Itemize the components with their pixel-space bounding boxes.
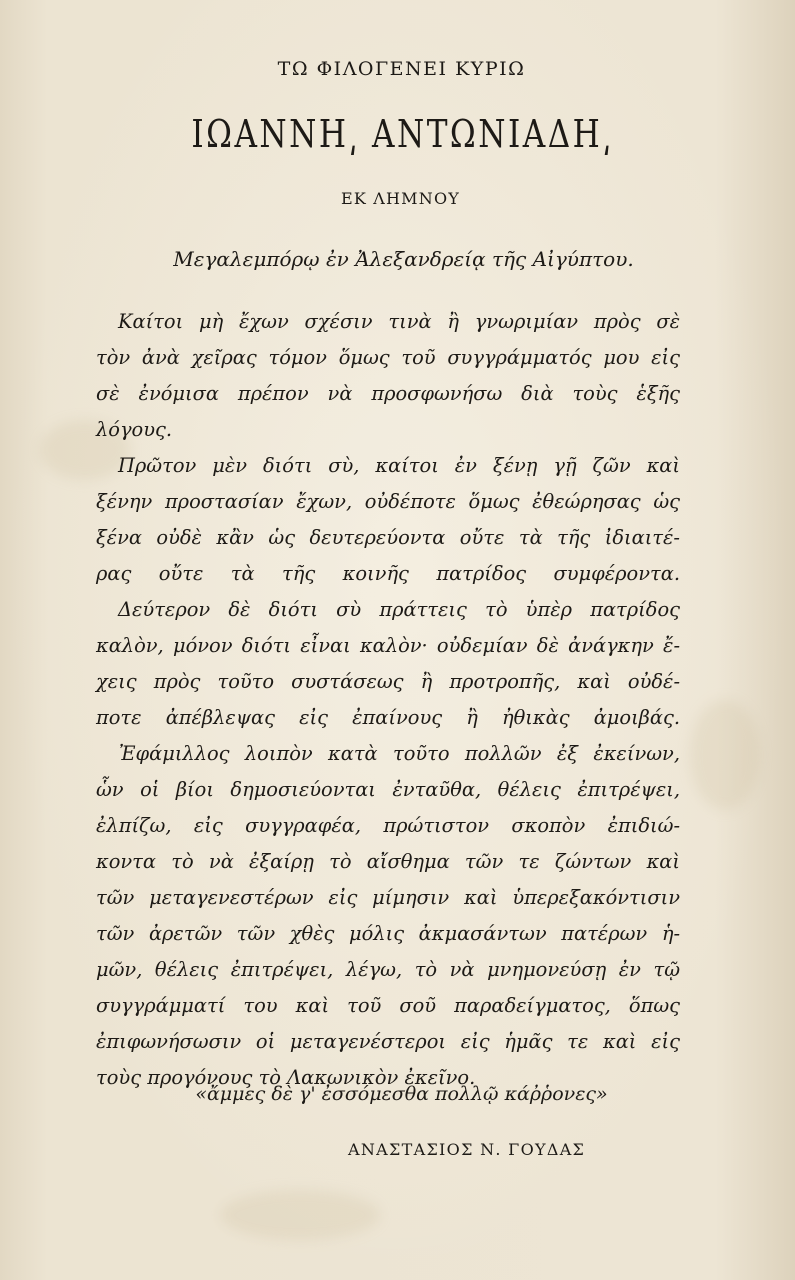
- body-line: τῶν ἀρετῶν τῶν χθὲς μόλις ἀκμασάντων πατέρων ἡ-: [96, 922, 680, 945]
- body-line: συγγράμματί του καὶ τοῦ σοῦ παραδείγματος, ὅπως: [96, 994, 680, 1017]
- body-line: Πρῶτον μὲν διότι σὺ, καίτοι ἐν ξένῃ γῇ ζῶν καὶ: [118, 454, 680, 477]
- closing-quote: «ἄμμες δὲ γ' ἐσσόμεσθα πολλῷ κάῤῥονες»: [195, 1083, 608, 1105]
- body-line: ποτε ἀπέβλεψας εἰς ἐπαίνους ἢ ἠθικὰς ἀμοιβάς.: [96, 706, 680, 729]
- body-line: μῶν, θέλεις ἐπιτρέψει, λέγω, τὸ νὰ μνημονεύσῃ ἐν τῷ: [96, 958, 680, 981]
- body-line: τοὺς προγόνους τὸ Λακωνικὸν ἐκεῖνο.: [96, 1066, 476, 1089]
- body-line: Ἐφάμιλλος λοιπὸν κατὰ τοῦτο πολλῶν ἐξ ἐκείνων,: [119, 742, 680, 765]
- body-line: ἐλπίζω, εἰς συγγραφέα, πρώτιστον σκοπὸν ἐπιδιώ-: [96, 814, 680, 837]
- body-line: κοντα τὸ νὰ ἐξαίρῃ τὸ αἴσθημα τῶν τε ζώντων καὶ: [96, 850, 680, 873]
- body-line: τῶν μεταγενεστέρων εἰς μίμησιν καὶ ὑπερεξακόντισιν: [96, 886, 680, 909]
- body-line: Δεύτερον δὲ διότι σὺ πράττεις τὸ ὑπὲρ πατρίδος: [118, 598, 680, 621]
- dedicatee-name: ΙΩΑΝΝΗ͵ ΑΝΤΩΝΙΑΔΗ͵: [191, 112, 614, 156]
- dedication-line: ΤΩ ΦΙΛΟΓΕΝΕΙ ΚΥΡΙΩ: [277, 58, 526, 80]
- dedication-body: [96, 304, 680, 1096]
- body-line: σὲ ἐνόμισα πρέπον νὰ προσφωνήσω διὰ τοὺς ἑξῆς: [96, 382, 680, 405]
- body-line: ξένην προστασίαν ἔχων, οὐδέποτε ὅμως ἐθεώρησας ὡς: [96, 490, 680, 513]
- paper-stain: [690, 700, 760, 810]
- body-line: ρας οὔτε τὰ τῆς κοινῆς πατρίδος συμφέροντα.: [96, 562, 680, 585]
- paper-stain: [220, 1190, 380, 1240]
- body-line: ξένα οὐδὲ κἂν ὡς δευτερεύοντα οὔτε τὰ τῆς ἰδιαιτέ-: [96, 526, 680, 549]
- body-line: τὸν ἀνὰ χεῖρας τόμον ὅμως τοῦ συγγράμματός μου εἰς: [96, 346, 680, 369]
- body-line: χεις πρὸς τοῦτο συστάσεως ἢ προτροπῆς, καὶ οὐδέ-: [96, 670, 680, 693]
- author-signature: ΑΝΑΣΤΑΣΙΟΣ Ν. ΓΟΥΔΑΣ: [348, 1140, 586, 1159]
- body-line: λόγους.: [96, 418, 173, 441]
- body-line: Καίτοι μὴ ἔχων σχέσιν τινὰ ἢ γνωριμίαν πρὸς σὲ: [118, 310, 680, 333]
- dedicatee-origin: ΕΚ ΛΗΜΝΟΥ: [340, 189, 461, 208]
- dedicatee-occupation: Μεγαλεμπόρῳ ἐν Ἀλεξανδρείᾳ τῆς Αἰγύπτου.: [173, 247, 634, 271]
- body-line: ὧν οἱ βίοι δημοσιεύονται ἐνταῦθα, θέλεις ἐπιτρέψει,: [96, 778, 680, 801]
- body-line: ἐπιφωνήσωσιν οἱ μεταγενέστεροι εἰς ἡμᾶς τε καὶ εἰς: [96, 1030, 680, 1053]
- body-line: καλὸν, μόνον διότι εἶναι καλὸν· οὐδεμίαν δὲ ἀνάγκην ἔ-: [96, 634, 680, 657]
